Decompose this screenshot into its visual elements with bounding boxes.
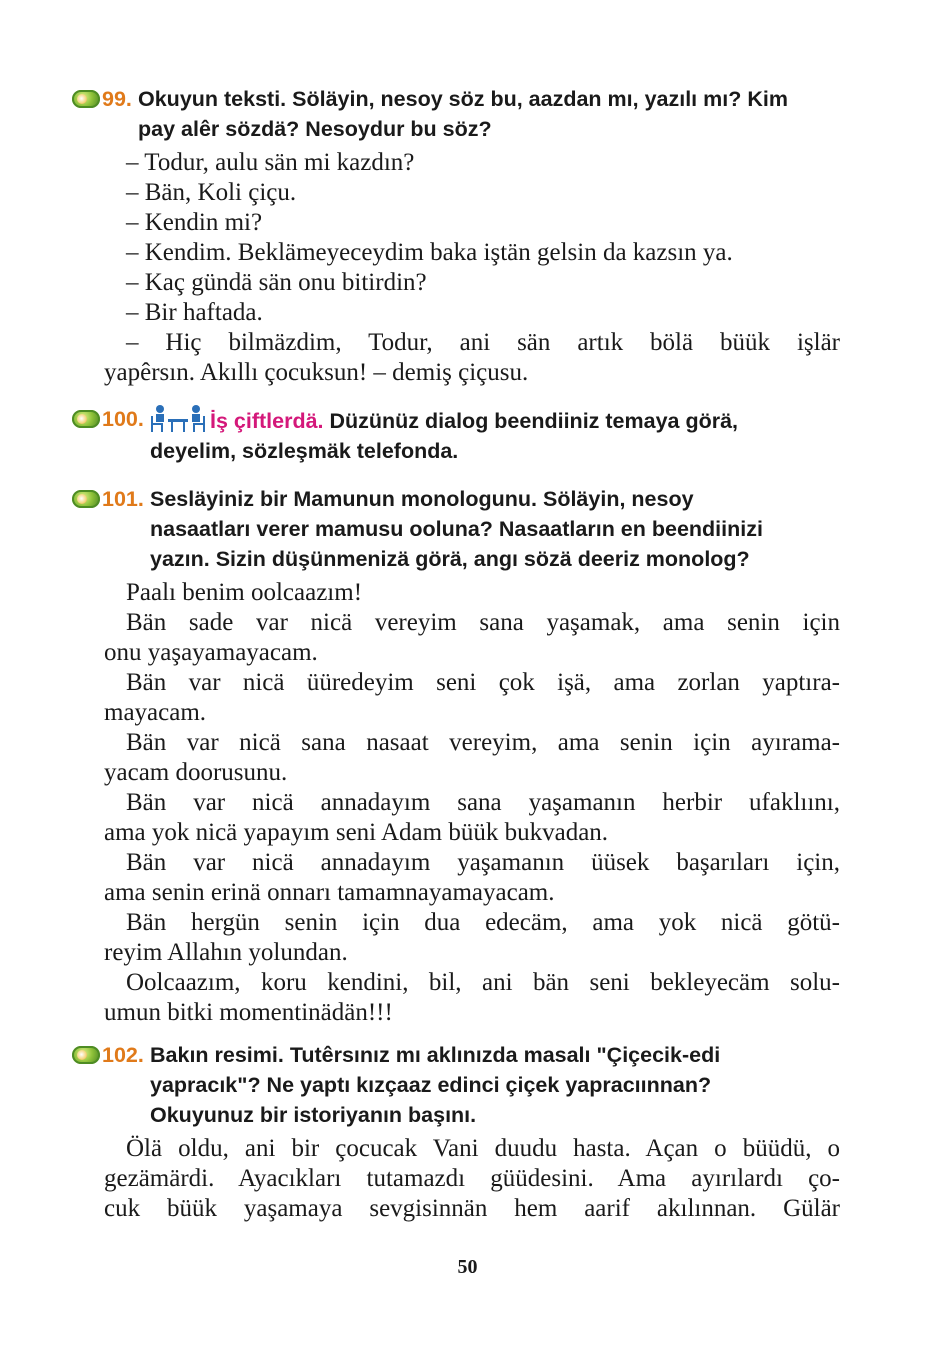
story-line: gezämärdi. Ayacıkları tutamazdı güüdesini. Ama ayırılardı ço- (104, 1165, 840, 1192)
task-100 (72, 404, 852, 466)
monolog-line: Bän hergün senin için dua edecäm, ama yok nicä götü- (126, 909, 840, 936)
task-99 (72, 84, 852, 144)
monolog-line: reyim Allahın yolundan. (104, 939, 348, 966)
dialog-text (104, 148, 840, 388)
task-heading-line: yazın. Sizin düşünmenizä görä, angı sözä deeriz monolog? (150, 547, 750, 571)
story-text (104, 1134, 840, 1224)
pair-work-icon (150, 404, 206, 434)
task-heading-line: pay alêr sözdä? Nesoydur bu söz? (138, 117, 492, 141)
task-heading-line: Okuyun teksti. Söläyin, nesoy söz bu, aazdan mı, yazılı mı? Kim (138, 87, 788, 111)
story-line: cuk büük yaşamaya sevgisinnän hem aarif akılınnan. Gülär (104, 1195, 840, 1222)
task-102 (72, 1040, 852, 1130)
monolog-text (104, 578, 840, 1028)
green-orb-bullet-icon (72, 490, 100, 508)
green-orb-bullet-icon (72, 410, 100, 428)
task-101-heading (72, 484, 852, 574)
task-number: 101. (102, 487, 144, 511)
dialog-line: – Bän, Koli çiçu. (126, 179, 297, 206)
monolog-line: Oolcaazım, koru kendini, bil, ani bän seni bekleyecäm solu- (126, 969, 840, 996)
monolog-line: onu yaşayamayacam. (104, 639, 318, 666)
task-heading-line: deyelim, sözleşmäk telefonda. (150, 439, 459, 463)
dialog-line: – Kendim. Beklämeyeceydim baka iştän gelsin da kazsın ya. (126, 239, 733, 266)
task-heading-line: Bakın resimi. Tutêrsınız mı aklınızda masalı "Çiçecik-edi (150, 1043, 721, 1067)
monolog-line: Bän sade var nicä vereyim sana yaşamak, ama senin için (126, 609, 840, 636)
dialog-line: yapêrsın. Akıllı çocuksun! – demiş çiçusu. (104, 359, 529, 386)
green-orb-bullet-icon (72, 1046, 100, 1064)
dialog-line: – Hiç bilmäzdim, Todur, ani sän artık bölä büük işlär (126, 329, 840, 356)
monolog-line: yacam doorusunu. (104, 759, 288, 786)
dialog-line: – Todur, aulu sän mi kazdın? (126, 149, 415, 176)
monolog-line: umun bitki momentinädän!!! (104, 999, 393, 1026)
dialog-line: – Kaç gündä sän onu bitirdin? (126, 269, 427, 296)
monolog-line: ama senin erinä onnarı tamamnayamayacam. (104, 879, 555, 906)
task-number: 100. (102, 407, 144, 431)
dialog-line: – Bir haftada. (126, 299, 263, 326)
task-number: 102. (102, 1043, 144, 1067)
task-101 (72, 484, 852, 574)
task-102-heading (72, 1040, 852, 1130)
task-heading-line: Okuyunuz bir istoriyanın başını. (150, 1103, 477, 1127)
monolog-line: Bän var nicä üüredeyim seni çok işä, ama zorlan yaptıra- (126, 669, 840, 696)
task-heading-line: Sesläyiniz bir Mamunun monologunu. Söläyin, nesoy (150, 487, 694, 511)
task-99-heading (72, 84, 852, 144)
task-heading-line: yapracık"? Ne yaptı kızçaaz edinci çiçek yapracıınnan? (150, 1073, 712, 1097)
dialog-line: – Kendin mi? (126, 209, 263, 236)
task-number: 99. (102, 87, 132, 111)
monolog-line: mayacam. (104, 699, 207, 726)
task-heading-text: Düzünüz dialog beendiiniz temaya görä, (323, 409, 739, 433)
monolog-line: ama yok nicä yapayım seni Adam büük bukvadan. (104, 819, 609, 846)
monolog-line: Bän var nicä annadayım yaşamanın üüsek başarıları için, (126, 849, 840, 876)
task-100-heading (72, 404, 852, 466)
pair-work-label: İş çiftlerdä. (210, 409, 324, 433)
task-heading-line: nasaatları verer mamusu ooluna? Nasaatların en beendiinizi (150, 517, 763, 541)
monolog-line: Paalı benim oolcaazım! (126, 579, 363, 606)
story-line: Ölä oldu, ani bir çocucak Vani duudu hasta. Açan o büüdü, o (126, 1135, 840, 1162)
monolog-line: Bän var nicä annadayım sana yaşamanın herbir ufaklıını, (126, 789, 840, 816)
page-number: 50 (457, 1256, 478, 1278)
green-orb-bullet-icon (72, 90, 100, 108)
monolog-line: Bän var nicä sana nasaat vereyim, ama senin için ayırama- (126, 729, 840, 756)
